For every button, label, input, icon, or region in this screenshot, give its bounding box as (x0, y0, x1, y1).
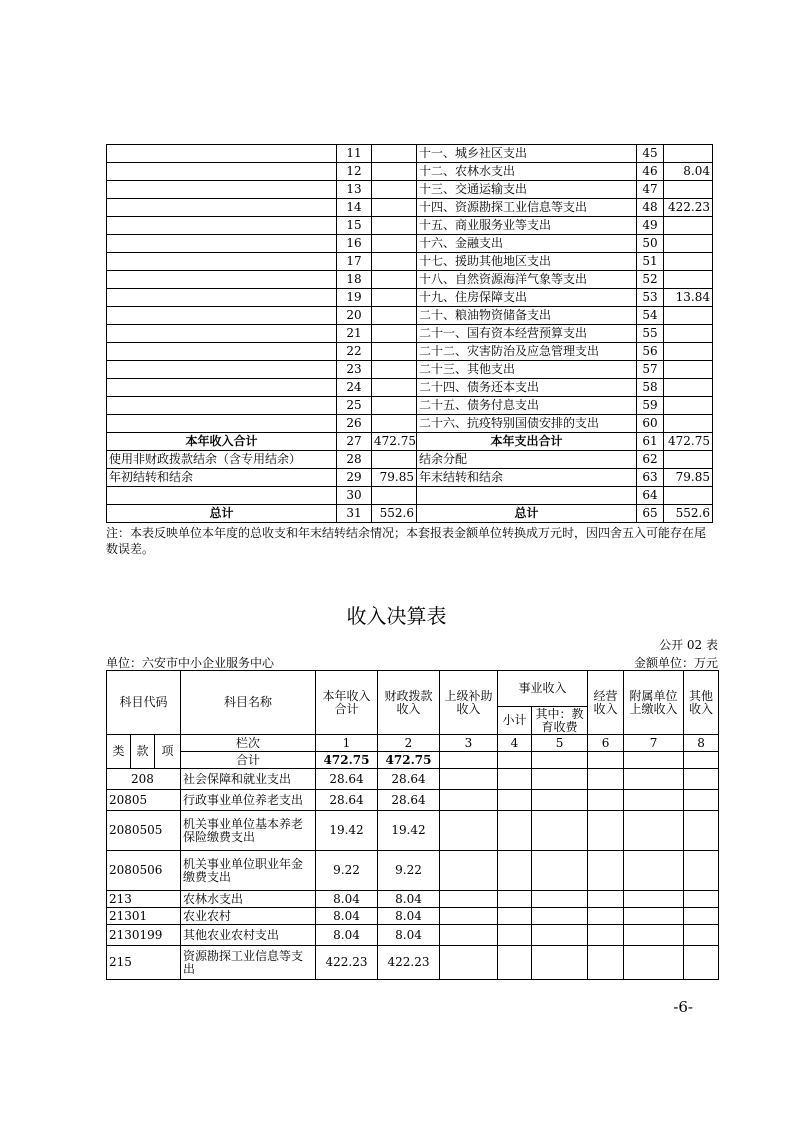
empty-cell (684, 790, 719, 811)
empty-cell (440, 891, 498, 908)
summary-left-label (107, 397, 337, 415)
col-index-5: 5 (532, 735, 588, 752)
header-kuan: 款 (131, 735, 155, 769)
empty-cell (684, 891, 719, 908)
summary-right-value (664, 253, 713, 271)
subject-code: 2080505 (107, 811, 181, 851)
empty-cell (440, 946, 498, 980)
empty-cell (684, 851, 719, 891)
total-row-fiscal: 472.75 (378, 752, 440, 769)
income-total: 8.04 (316, 908, 378, 925)
summary-right-label: 十二、农林水支出 (417, 163, 637, 181)
empty-cell (498, 811, 532, 851)
summary-table-body (107, 145, 713, 523)
summary-row (107, 415, 713, 433)
header-code: 科目代码 (107, 671, 181, 735)
summary-left-label (107, 181, 337, 199)
empty-cell (588, 790, 624, 811)
summary-left-value (372, 289, 417, 307)
section-title: 收入决算表 (346, 604, 447, 628)
income-row (107, 946, 719, 980)
subject-name: 社会保障和就业支出 (181, 769, 316, 790)
summary-row-number: 27 (337, 433, 372, 451)
subject-code: 21301 (107, 908, 181, 925)
empty-cell (624, 908, 684, 925)
income-fiscal: 19.42 (378, 811, 440, 851)
summary-row-number: 21 (337, 325, 372, 343)
summary-row-number: 51 (637, 253, 664, 271)
empty-cell (588, 908, 624, 925)
table-note: 注：本表反映单位本年度的总收支和年末结转结余情况；本套报表金额单位转换成万元时，因四舍五入可能存在尾数误差。 (106, 526, 707, 556)
empty-cell (532, 925, 588, 946)
summary-right-label: 二十一、国有资本经营预算支出 (417, 325, 637, 343)
summary-right-label: 十六、金融支出 (417, 235, 637, 253)
income-total: 28.64 (316, 790, 378, 811)
subject-code: 20805 (107, 790, 181, 811)
income-row (107, 925, 719, 946)
summary-row-number: 58 (637, 379, 664, 397)
empty-cell (684, 769, 719, 790)
summary-right-label: 总计 (417, 505, 637, 523)
summary-row-number: 62 (637, 451, 664, 469)
income-row (107, 851, 719, 891)
summary-right-value: 8.04 (664, 163, 713, 181)
summary-left-label (107, 271, 337, 289)
summary-left-value (372, 163, 417, 181)
header-total: 本年收入合计 (316, 671, 378, 735)
summary-right-value (664, 325, 713, 343)
income-row (107, 811, 719, 851)
summary-row-number: 25 (337, 397, 372, 415)
table-number: 公开 02 表 (659, 638, 718, 652)
header-name: 科目名称 (181, 671, 316, 735)
summary-left-value (372, 325, 417, 343)
empty-cell (684, 908, 719, 925)
income-total: 28.64 (316, 769, 378, 790)
summary-row-number: 20 (337, 307, 372, 325)
income-fiscal: 422.23 (378, 946, 440, 980)
col-index-2: 2 (378, 735, 440, 752)
subject-name: 行政事业单位养老支出 (181, 790, 316, 811)
income-fiscal: 28.64 (378, 769, 440, 790)
summary-right-value (664, 361, 713, 379)
summary-right-label: 二十三、其他支出 (417, 361, 637, 379)
summary-right-value (664, 487, 713, 505)
subject-name: 机关事业单位基本养老保险缴费支出 (181, 811, 316, 851)
income-total: 422.23 (316, 946, 378, 980)
summary-row-number: 29 (337, 469, 372, 487)
summary-row (107, 487, 713, 505)
summary-right-value: 472.75 (664, 433, 713, 451)
summary-left-value (372, 145, 417, 163)
summary-left-value (372, 181, 417, 199)
summary-row (107, 379, 713, 397)
subject-code: 208 (107, 769, 181, 790)
summary-left-label (107, 325, 337, 343)
summary-right-label: 二十二、灾害防治及应急管理支出 (417, 343, 637, 361)
summary-table (106, 144, 713, 523)
summary-row (107, 253, 713, 271)
summary-left-label (107, 487, 337, 505)
summary-row (107, 325, 713, 343)
summary-left-label (107, 379, 337, 397)
summary-row-number: 54 (637, 307, 664, 325)
subject-code: 2080506 (107, 851, 181, 891)
summary-row (107, 289, 713, 307)
subject-code: 2130199 (107, 925, 181, 946)
income-table (106, 670, 719, 980)
empty-cell (498, 891, 532, 908)
summary-right-value (664, 271, 713, 289)
header-lanci: 栏次 (181, 735, 316, 752)
header-upper: 上级补助收入 (440, 671, 498, 735)
empty-cell (498, 908, 532, 925)
subject-code: 215 (107, 946, 181, 980)
summary-row (107, 145, 713, 163)
empty-cell (624, 790, 684, 811)
header-other: 其他收入 (684, 671, 719, 735)
summary-row-number: 63 (637, 469, 664, 487)
summary-right-value (664, 343, 713, 361)
income-total: 9.22 (316, 851, 378, 891)
empty-cell (440, 851, 498, 891)
income-fiscal: 8.04 (378, 925, 440, 946)
summary-right-value (664, 397, 713, 415)
income-row (107, 769, 719, 790)
empty-cell (532, 946, 588, 980)
summary-left-label (107, 343, 337, 361)
summary-right-label (417, 487, 637, 505)
empty-cell (498, 851, 532, 891)
summary-row-number: 57 (637, 361, 664, 379)
subject-name: 农林水支出 (181, 891, 316, 908)
summary-right-label: 二十、粮油物资储备支出 (417, 307, 637, 325)
header-biz-edu: 其中：教育收费 (532, 707, 588, 735)
summary-row (107, 199, 713, 217)
summary-row (107, 505, 713, 523)
subject-code: 213 (107, 891, 181, 908)
summary-row (107, 361, 713, 379)
summary-left-value (372, 199, 417, 217)
summary-left-value (372, 361, 417, 379)
summary-row-number: 23 (337, 361, 372, 379)
summary-left-label (107, 415, 337, 433)
summary-left-label (107, 253, 337, 271)
empty-cell (498, 946, 532, 980)
summary-row-number: 53 (637, 289, 664, 307)
summary-left-value (372, 217, 417, 235)
summary-row-number: 13 (337, 181, 372, 199)
summary-right-value (664, 451, 713, 469)
summary-left-label (107, 217, 337, 235)
summary-row-number: 15 (337, 217, 372, 235)
summary-row-number: 65 (637, 505, 664, 523)
summary-left-label: 本年收入合计 (107, 433, 337, 451)
summary-row-number: 30 (337, 487, 372, 505)
summary-left-value (372, 235, 417, 253)
empty-cell (588, 925, 624, 946)
empty-cell (624, 811, 684, 851)
summary-row-number: 18 (337, 271, 372, 289)
empty-cell (588, 891, 624, 908)
header-heji: 合计 (181, 752, 316, 769)
summary-left-label (107, 235, 337, 253)
subject-name: 农业农村 (181, 908, 316, 925)
summary-right-label: 本年支出合计 (417, 433, 637, 451)
col-index-3: 3 (440, 735, 498, 752)
total-row (107, 752, 719, 769)
summary-row (107, 451, 713, 469)
subject-name: 资源勘探工业信息等支出 (181, 946, 316, 980)
empty-cell (532, 891, 588, 908)
summary-left-label (107, 163, 337, 181)
summary-row-number: 45 (637, 145, 664, 163)
empty-cell (684, 811, 719, 851)
summary-left-value (372, 379, 417, 397)
summary-left-value (372, 397, 417, 415)
summary-left-label (107, 307, 337, 325)
col-index-1: 1 (316, 735, 378, 752)
income-total: 19.42 (316, 811, 378, 851)
summary-right-label: 年末结转和结余 (417, 469, 637, 487)
summary-row (107, 181, 713, 199)
summary-right-value (664, 379, 713, 397)
summary-left-value (372, 253, 417, 271)
summary-row (107, 343, 713, 361)
summary-row-number: 60 (637, 415, 664, 433)
summary-left-value: 79.85 (372, 469, 417, 487)
summary-row-number: 17 (337, 253, 372, 271)
summary-row-number: 24 (337, 379, 372, 397)
header-row (107, 671, 719, 707)
income-fiscal: 8.04 (378, 908, 440, 925)
header-biz-sub: 小计 (498, 707, 532, 735)
empty-cell (440, 811, 498, 851)
summary-right-label: 十一、城乡社区支出 (417, 145, 637, 163)
empty-cell (588, 946, 624, 980)
summary-right-label: 十四、资源勘探工业信息等支出 (417, 199, 637, 217)
income-row (107, 908, 719, 925)
empty-cell (624, 851, 684, 891)
income-fiscal: 9.22 (378, 851, 440, 891)
summary-left-label (107, 199, 337, 217)
empty-cell (588, 851, 624, 891)
summary-row-number: 61 (637, 433, 664, 451)
summary-left-label: 年初结转和结余 (107, 469, 337, 487)
summary-left-label (107, 289, 337, 307)
summary-right-label: 十八、自然资源海洋气象等支出 (417, 271, 637, 289)
income-row (107, 891, 719, 908)
summary-left-label: 使用非财政拨款结余（含专用结余） (107, 451, 337, 469)
empty-cell (532, 908, 588, 925)
header-lei: 类 (107, 735, 131, 769)
summary-right-value (664, 181, 713, 199)
summary-row-number: 56 (637, 343, 664, 361)
empty-cell (684, 925, 719, 946)
summary-right-label: 十七、援助其他地区支出 (417, 253, 637, 271)
empty-cell (532, 811, 588, 851)
summary-row-number: 50 (637, 235, 664, 253)
col-index-7: 7 (624, 735, 684, 752)
summary-right-label: 二十四、债务还本支出 (417, 379, 637, 397)
summary-row (107, 469, 713, 487)
header-oper: 经营收入 (588, 671, 624, 735)
total-row-total: 472.75 (316, 752, 378, 769)
summary-right-value (664, 307, 713, 325)
summary-row-number: 12 (337, 163, 372, 181)
header-biz: 事业收入 (498, 671, 588, 707)
income-total: 8.04 (316, 891, 378, 908)
summary-left-label (107, 361, 337, 379)
income-fiscal: 8.04 (378, 891, 440, 908)
header-affil: 附属单位上缴收入 (624, 671, 684, 735)
summary-row-number: 52 (637, 271, 664, 289)
empty-cell (498, 790, 532, 811)
col-index-6: 6 (588, 735, 624, 752)
summary-left-label (107, 145, 337, 163)
summary-left-value (372, 487, 417, 505)
summary-row-number: 22 (337, 343, 372, 361)
empty-cell (532, 851, 588, 891)
empty-cell (440, 925, 498, 946)
summary-left-value (372, 415, 417, 433)
income-row (107, 790, 719, 811)
subject-name: 机关事业单位职业年金缴费支出 (181, 851, 316, 891)
summary-right-value: 552.6 (664, 505, 713, 523)
summary-row-number: 19 (337, 289, 372, 307)
summary-row (107, 433, 713, 451)
empty-cell (624, 769, 684, 790)
summary-right-label: 十三、交通运输支出 (417, 181, 637, 199)
summary-row-number: 28 (337, 451, 372, 469)
summary-row (107, 271, 713, 289)
col-index-8: 8 (684, 735, 719, 752)
summary-row-number: 59 (637, 397, 664, 415)
col-index-4: 4 (498, 735, 532, 752)
header-fiscal: 财政拨款收入 (378, 671, 440, 735)
summary-row-number: 11 (337, 145, 372, 163)
summary-row-number: 49 (637, 217, 664, 235)
income-table-body (107, 769, 719, 980)
summary-row-number: 47 (637, 181, 664, 199)
summary-row-number: 46 (637, 163, 664, 181)
empty-cell (624, 946, 684, 980)
summary-right-label: 二十六、抗疫特别国债安排的支出 (417, 415, 637, 433)
summary-right-label: 十九、住房保障支出 (417, 289, 637, 307)
summary-row-number: 31 (337, 505, 372, 523)
summary-left-value: 552.6 (372, 505, 417, 523)
summary-left-value (372, 451, 417, 469)
empty-cell (624, 891, 684, 908)
summary-left-value (372, 307, 417, 325)
summary-row (107, 217, 713, 235)
empty-cell (624, 925, 684, 946)
summary-right-value (664, 145, 713, 163)
summary-left-label: 总计 (107, 505, 337, 523)
empty-cell (440, 790, 498, 811)
summary-right-value: 79.85 (664, 469, 713, 487)
summary-row (107, 307, 713, 325)
summary-row-number: 16 (337, 235, 372, 253)
column-index-row (107, 735, 719, 752)
summary-row-number: 64 (637, 487, 664, 505)
empty-cell (498, 925, 532, 946)
summary-right-label: 十五、商业服务业等支出 (417, 217, 637, 235)
empty-cell (440, 908, 498, 925)
summary-row (107, 163, 713, 181)
summary-right-value (664, 415, 713, 433)
empty-cell (440, 769, 498, 790)
summary-right-label: 结余分配 (417, 451, 637, 469)
empty-cell (588, 811, 624, 851)
summary-right-value (664, 235, 713, 253)
income-total: 8.04 (316, 925, 378, 946)
summary-row-number: 55 (637, 325, 664, 343)
empty-cell (498, 769, 532, 790)
summary-right-value: 422.23 (664, 199, 713, 217)
income-fiscal: 28.64 (378, 790, 440, 811)
summary-left-value (372, 343, 417, 361)
empty-cell (588, 769, 624, 790)
summary-right-value: 13.84 (664, 289, 713, 307)
summary-row-number: 14 (337, 199, 372, 217)
page-number: -6- (673, 998, 693, 1016)
header-xiang: 项 (155, 735, 181, 769)
summary-row-number: 48 (637, 199, 664, 217)
summary-left-value: 472.75 (372, 433, 417, 451)
subject-name: 其他农业农村支出 (181, 925, 316, 946)
empty-cell (532, 769, 588, 790)
summary-row (107, 397, 713, 415)
unit-label: 单位：六安市中小企业服务中心 (106, 656, 275, 670)
empty-cell (532, 790, 588, 811)
summary-row-number: 26 (337, 415, 372, 433)
summary-right-value (664, 217, 713, 235)
summary-row (107, 235, 713, 253)
summary-right-label: 二十五、债务付息支出 (417, 397, 637, 415)
summary-left-value (372, 271, 417, 289)
empty-cell (684, 946, 719, 980)
amount-unit-label: 金额单位：万元 (633, 656, 718, 670)
